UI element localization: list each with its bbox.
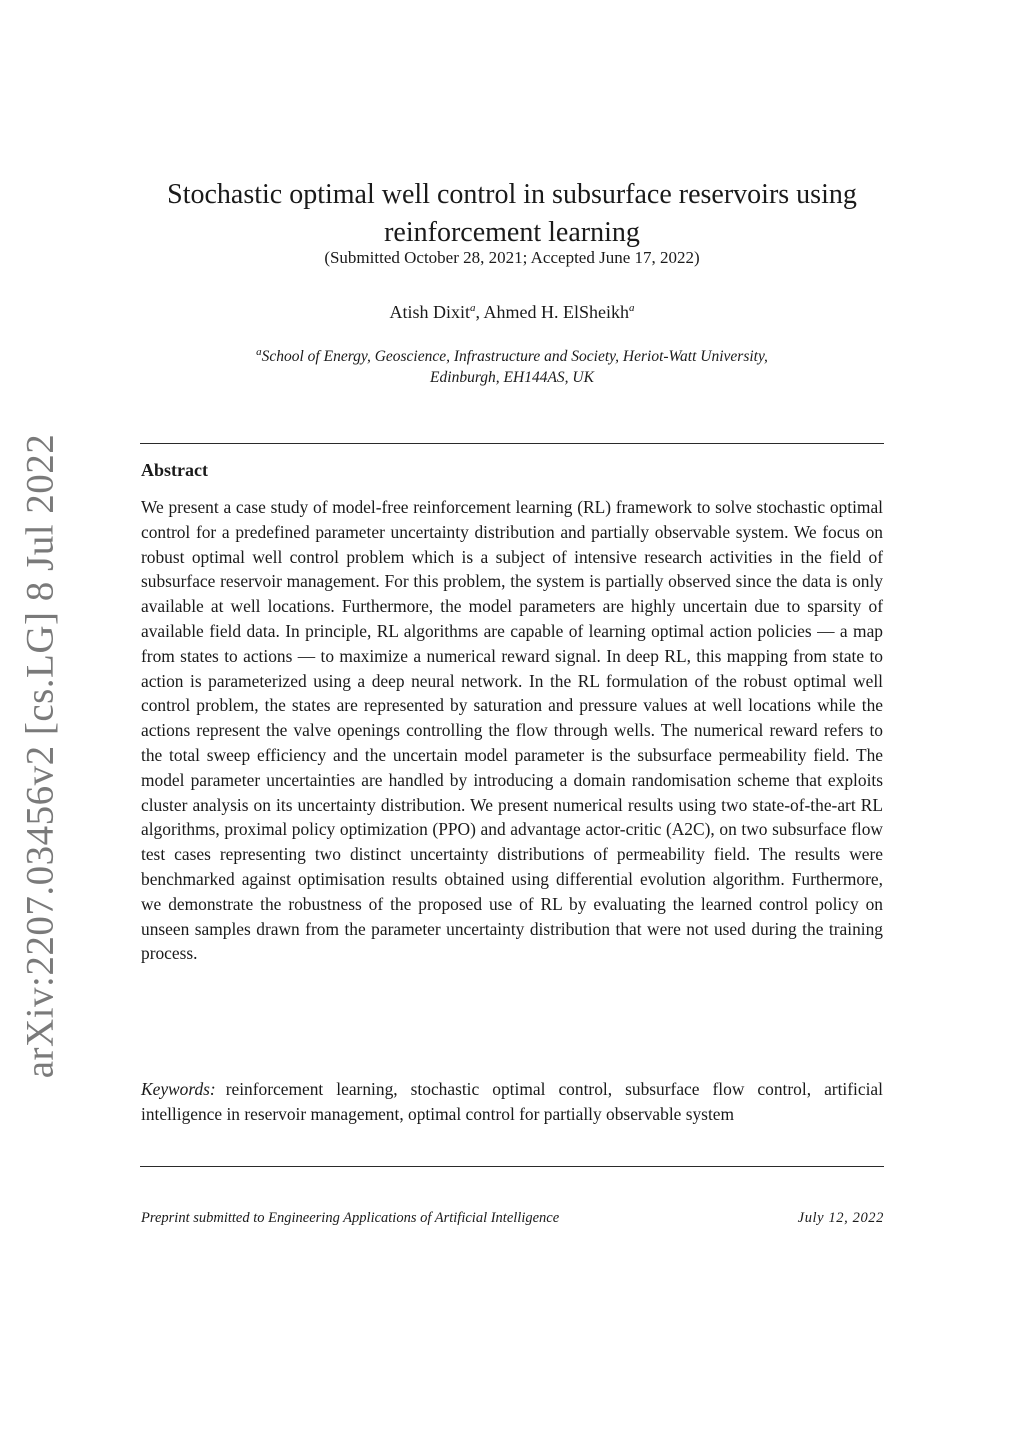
submission-note: (Submitted October 28, 2021; Accepted June 17, 2022) bbox=[324, 248, 700, 267]
abstract-heading: Abstract bbox=[141, 460, 208, 480]
footer-date: July 12, 2022 bbox=[797, 1210, 884, 1226]
top-divider bbox=[140, 443, 884, 444]
abstract-text: We present a case study of model-free reinforcement learning (RL) framework to solve stochastic optimal control for a predefined parameter uncertainty distribution and partially observable system. We focus on robust optimal well control problem which is a subject of intensive research activities in the field of subsurface reservoir management. For this problem, the system is partially observed since the data is only available at well locations. Furthermore, the model parameters are highly uncertain due to sparsity of available field data. In principle, RL algorithms are capable of learning optimal action policies — a map from states to actions — to maximize a numerical reward signal. In deep RL, this mapping from state to action is parameterized using a deep neural network. In the RL formulation of the robust optimal well control problem, the states are represented by saturation and pressure values at well locations while the actions represent the valve openings controlling the flow through wells. The numerical reward refers to the total sweep efficiency and the uncertain model parameter is the subsurface permeability field. The model parameter uncertainties are handled by introducing a domain randomisation scheme that exploits cluster analysis on its uncertainty distribution. We present numerical results using two state-of-the-art RL algorithms, proximal policy optimization (PPO) and advantage actor-critic (A2C), on two subsurface flow test cases representing two distinct uncertainty distributions of permeability field. The results were benchmarked against optimisation results obtained using differential evolution algorithm. Furthermore, we demonstrate the robustness of the proposed use of RL by evaluating the learned control policy on unseen samples drawn from the parameter uncertainty distribution that were not used during the training process. bbox=[141, 497, 883, 964]
affiliation-text: School of Energy, Geoscience, Infrastructure and Society, Heriot-Watt University, Edinburgh, EH144AS, UK bbox=[261, 348, 768, 387]
affiliation bbox=[230, 342, 794, 388]
paper-title: Stochastic optimal well control in subsurface reservoirs using reinforcement learning bbox=[167, 179, 857, 248]
arxiv-identifier-stamp: arXiv:2207.03456v2 [cs.LG] 8 Jul 2022 bbox=[18, 433, 62, 1079]
author-list bbox=[130, 302, 894, 323]
author-name: Atish Dixit bbox=[389, 302, 470, 322]
author-separator: , bbox=[475, 302, 484, 322]
bottom-divider bbox=[140, 1166, 884, 1167]
keywords-label: Keywords: bbox=[141, 1079, 216, 1099]
keywords-text: reinforcement learning, stochastic optimal control, subsurface flow control, artificial intelligence in reservoir management, optimal control for partially observable system bbox=[141, 1079, 883, 1124]
author-name: Ahmed H. ElSheikh bbox=[483, 302, 630, 322]
keywords bbox=[141, 1077, 883, 1127]
affiliation-mark: a bbox=[256, 346, 262, 358]
preprint-note: Preprint submitted to Engineering Applications of Artificial Intelligence bbox=[141, 1210, 560, 1226]
affiliation-mark: a bbox=[629, 302, 635, 314]
affiliation-mark: a bbox=[470, 302, 476, 314]
